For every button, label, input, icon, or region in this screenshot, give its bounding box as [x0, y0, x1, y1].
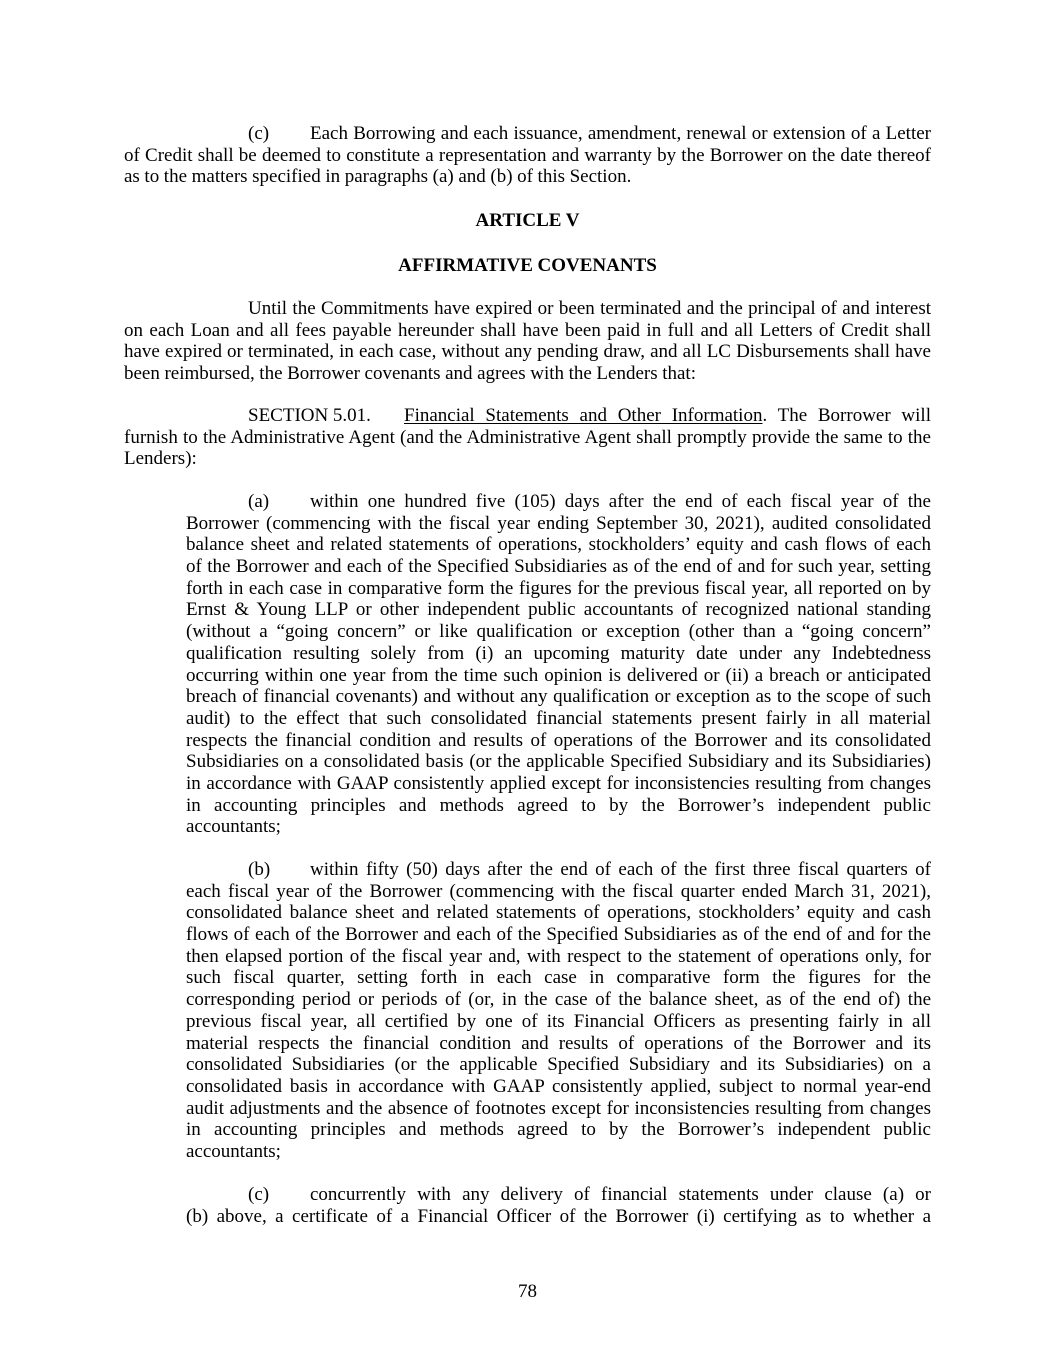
clause-b-line: consolidated balance sheet and related statements of operations, stockholders’ equity and cash: [186, 902, 931, 924]
clause-b-line: such fiscal quarter, setting forth in each case in comparative form the figures for the: [186, 967, 931, 989]
preamble-paragraph: [124, 298, 931, 385]
clause-a-line: forth in each case in comparative form the figures for the previous fiscal year, all reported on by: [186, 577, 931, 599]
clause-a-line: of the Borrower and each of the Specified Subsidiaries as of the end of and for such year, setting: [186, 556, 931, 578]
clause-a-line: Borrower (commencing with the fiscal year ending September 30, 2021), audited consolidated: [186, 512, 931, 534]
clause-b-line: previous fiscal year, all certified by one of its Financial Officers as presenting fairly in all: [186, 1010, 931, 1032]
clause-b-text: within fifty (50) days after the end of each of the first three fiscal quarters of: [310, 859, 931, 880]
clause-a-line: (without a “going concern” or like qualification or exception (other than a “going concern”: [186, 621, 931, 643]
clause-c-first-line: [248, 1184, 931, 1206]
intro-clause-line: of Credit shall be deemed to constitute a representation and warranty by the Borrower on the date thereof: [124, 144, 931, 166]
clause-a-line: breach of financial covenants) and without any qualification or exception as to the scope of such: [186, 686, 931, 708]
clause-b-line: corresponding period or periods of (or, in the case of the balance sheet, as of the end of) the: [186, 989, 931, 1011]
clause-b-line: accountants;: [186, 1140, 281, 1162]
section-number: SECTION 5.01.: [248, 405, 371, 426]
clause-b-line: audit adjustments and the absence of footnotes except for inconsistencies resulting from changes: [186, 1097, 931, 1119]
section-paragraph: [124, 405, 931, 470]
section-line: furnish to the Administrative Agent (and the Administrative Agent shall promptly provide the same to the: [124, 426, 931, 448]
clause-b-line: in accounting principles and methods agreed to by the Borrower’s independent public: [186, 1119, 931, 1141]
preamble-line: Until the Commitments have expired or been terminated and the principal of and interest: [248, 298, 931, 319]
clause-b-line: material respects the financial condition and results of operations of the Borrower and its: [186, 1032, 931, 1054]
section-first-line: [248, 405, 931, 427]
clause-a-label: (a): [248, 491, 270, 512]
clause-a-line: occurring within one year from the time such opinion is delivered or (ii) a breach or anticipated: [186, 664, 931, 686]
clause-a-line: in accounting principles and methods agreed to by the Borrower’s independent public: [186, 794, 931, 816]
clause-b-line: then elapsed portion of the fiscal year and, with respect to the statement of operations only, for: [186, 945, 931, 967]
clause-a-text: within one hundred five (105) days after the end of each fiscal year of the: [310, 491, 931, 512]
intro-clause-label: (c): [248, 123, 270, 144]
article-title: AFFIRMATIVE COVENANTS: [398, 255, 657, 276]
clause-c-text: concurrently with any delivery of financial statements under clause (a) or: [310, 1184, 931, 1205]
page-number: 78: [518, 1281, 537, 1302]
intro-clause-paragraph: [124, 123, 931, 188]
clause-a-line: Subsidiaries on a consolidated basis (or the applicable Specified Subsidiary and its Subsidiaries): [186, 751, 931, 773]
clause-a-line: balance sheet and related statements of operations, stockholders’ equity and cash flows of each: [186, 534, 931, 556]
clause-a-first-line: [248, 491, 931, 513]
clause-b-first-line: [248, 859, 931, 881]
preamble-line: have expired or terminated, in each case, without any pending draw, and all LC Disbursements shall have: [124, 341, 931, 363]
clause-a-line: audit) to the effect that such consolidated financial statements present fairly in all material: [186, 707, 931, 729]
section-line: Lenders):: [124, 448, 197, 470]
clause-a-line: Ernst & Young LLP or other independent public accountants of recognized national standing: [186, 599, 931, 621]
clause-a-line: qualification resulting solely from (i) an upcoming maturity date under any Indebtedness: [186, 642, 931, 664]
clause-c-paragraph: [186, 1184, 931, 1227]
section-heading: Financial Statements and Other Information: [404, 405, 763, 426]
clause-a-line: accountants;: [186, 816, 281, 838]
clause-b-label: (b): [248, 859, 271, 880]
clause-b-paragraph: [186, 859, 931, 1163]
intro-clause-line: as to the matters specified in paragraphs (a) and (b) of this Section.: [124, 166, 632, 188]
clause-b-line: each fiscal year of the Borrower (commencing with the fiscal quarter ended March 31, 2021),: [186, 880, 931, 902]
clause-c-label: (c): [248, 1184, 270, 1205]
preamble-line: on each Loan and all fees payable hereunder shall have been paid in full and all Letters of Credit shall: [124, 319, 931, 341]
preamble-line: been reimbursed, the Borrower covenants and agrees with the Lenders that:: [124, 363, 696, 385]
clause-b-line: consolidated basis in accordance with GAAP consistently applied, subject to normal year-end: [186, 1075, 931, 1097]
clause-a-line: respects the financial condition and results of operations of the Borrower and its consolidated: [186, 729, 931, 751]
clause-b-line: consolidated Subsidiaries (or the applicable Specified Subsidiary and its Subsidiaries) on a: [186, 1054, 931, 1076]
clause-c-line: (b) above, a certificate of a Financial Officer of the Borrower (i) certifying as to whether a: [186, 1205, 931, 1227]
section-lead-tail: . The Borrower will: [762, 405, 931, 426]
intro-clause-text: Each Borrowing and each issuance, amendment, renewal or extension of a Letter: [310, 123, 931, 144]
clause-a-line: in accordance with GAAP consistently applied except for inconsistencies resulting from changes: [186, 772, 931, 794]
intro-clause-first-line: [248, 123, 931, 145]
clause-a-paragraph: [186, 491, 931, 838]
section-lead-text: [404, 405, 931, 427]
clause-b-line: flows of each of the Borrower and each of the Specified Subsidiaries as of the end of and for the: [186, 924, 931, 946]
article-number: ARTICLE V: [475, 210, 580, 231]
